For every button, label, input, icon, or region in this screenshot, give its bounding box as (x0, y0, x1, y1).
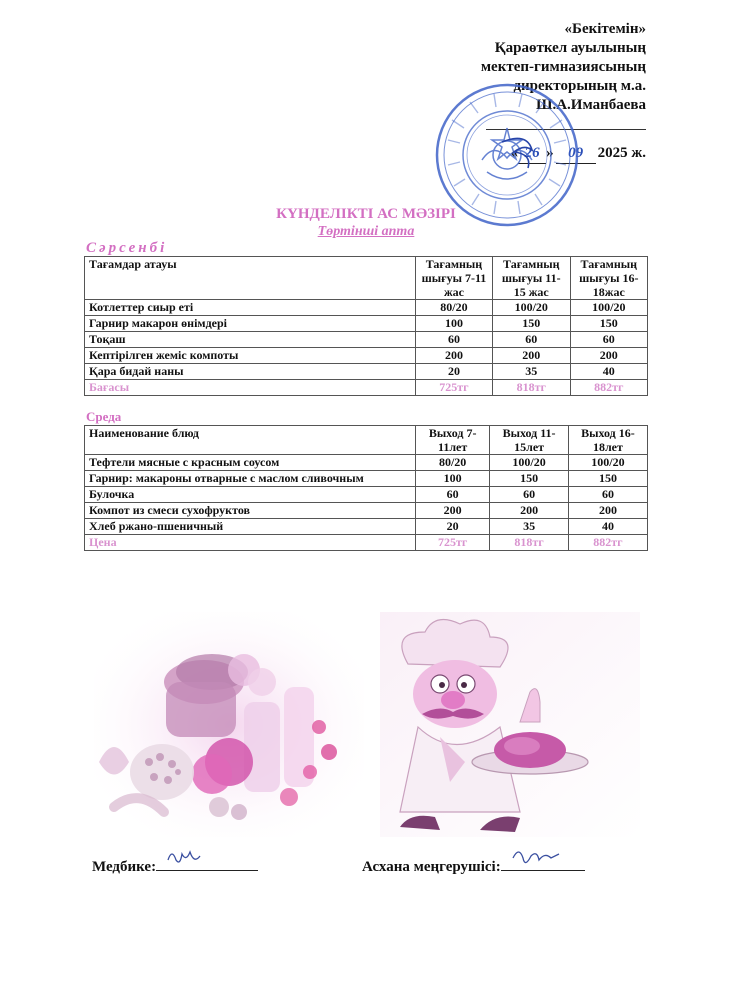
header-cell: Наименование блюд (85, 426, 416, 455)
table-row (85, 519, 648, 535)
price-cell: 882тг (568, 535, 647, 551)
approval-line: мектеп-гимназиясының (480, 59, 646, 75)
portion-cell: 150 (568, 471, 647, 487)
price-cell: 818тг (490, 535, 569, 551)
table-row (85, 316, 648, 332)
dish-name: Қара бидай наны (85, 364, 416, 380)
section-day-kz: Сәрсенбі (86, 240, 168, 256)
portion-cell: 200 (490, 503, 569, 519)
approval-line: Ш.А.Иманбаева (536, 97, 646, 113)
price-cell: 818тг (492, 380, 570, 396)
approval-line: Қараөткел ауылының (494, 40, 646, 56)
date-year: 2025 ж. (597, 145, 646, 161)
price-cell: 725тг (416, 380, 493, 396)
portion-cell: 80/20 (416, 300, 493, 316)
portion-cell: 20 (416, 364, 493, 380)
table-row (85, 455, 648, 471)
page-title: КҮНДЕЛІКТІ АС МӘЗІРІ (276, 206, 456, 222)
table-row (85, 364, 648, 380)
price-row (85, 380, 648, 396)
dish-name: Котлеттер сиыр еті (85, 300, 416, 316)
approval-date: « 26 » 09 2025 ж. (326, 144, 646, 164)
signature-scribble-icon (511, 846, 561, 868)
price-label: Цена (85, 535, 416, 551)
approval-line: директорының м.а. (513, 78, 646, 94)
portion-cell: 150 (490, 471, 569, 487)
portion-cell: 200 (416, 348, 493, 364)
approval-line: «Бекітемін» (564, 21, 646, 37)
menu-table-ru (84, 425, 648, 551)
page-subtitle: Төртінші апта (317, 224, 415, 239)
header-cell: Выход 11-15лет (490, 426, 569, 455)
portion-cell: 60 (570, 332, 647, 348)
section-day-ru: Среда (86, 409, 122, 424)
portion-cell: 100/20 (490, 455, 569, 471)
date-month: 09 (556, 144, 596, 164)
dish-name: Гарнир: макароны отварные с маслом сливочным (85, 471, 416, 487)
header-cell: Выход 16-18лет (568, 426, 647, 455)
portion-cell: 100 (416, 316, 493, 332)
table-row (85, 300, 648, 316)
portion-cell: 200 (416, 503, 490, 519)
table-header-row (85, 426, 648, 455)
portion-cell: 20 (416, 519, 490, 535)
header-cell: Тағамның шығуы 7-11 жас (416, 257, 493, 300)
portion-cell: 60 (568, 487, 647, 503)
portion-cell: 100 (416, 471, 490, 487)
footer-nurse (92, 856, 258, 876)
header-cell: Тағамдар атауы (85, 257, 416, 300)
portion-cell: 35 (492, 364, 570, 380)
header-cell: Тағамның шығуы 11-15 жас (492, 257, 570, 300)
price-cell: 725тг (416, 535, 490, 551)
table-row (85, 487, 648, 503)
portion-cell: 60 (416, 487, 490, 503)
chef-illustration (380, 612, 640, 837)
dish-name: Компот из смеси сухофруктов (85, 503, 416, 519)
portion-cell: 100/20 (570, 300, 647, 316)
dish-name: Кептірілген жеміс компоты (85, 348, 416, 364)
portion-cell: 40 (568, 519, 647, 535)
dish-name: Тефтели мясные с красным соусом (85, 455, 416, 471)
signature-scribble-icon (166, 846, 206, 868)
price-cell: 882тг (570, 380, 647, 396)
portion-cell: 40 (570, 364, 647, 380)
menu-table-kz (84, 256, 648, 396)
table-row (85, 471, 648, 487)
portion-cell: 60 (492, 332, 570, 348)
portion-cell: 100/20 (568, 455, 647, 471)
price-row (85, 535, 648, 551)
portion-cell: 200 (492, 348, 570, 364)
date-day: 26 (518, 144, 546, 164)
portion-cell: 60 (490, 487, 569, 503)
portion-cell: 150 (570, 316, 647, 332)
dish-name: Булочка (85, 487, 416, 503)
portion-cell: 150 (492, 316, 570, 332)
nurse-label: Медбике: (92, 859, 157, 875)
portion-cell: 80/20 (416, 455, 490, 471)
nurse-signature-line (156, 856, 258, 871)
kitchen-signature-line (501, 856, 585, 871)
footer-kitchen (362, 856, 585, 876)
portion-cell: 100/20 (492, 300, 570, 316)
price-label: Бағасы (85, 380, 416, 396)
food-collage-image (94, 612, 364, 837)
dish-name: Тоқаш (85, 332, 416, 348)
table-row (85, 348, 648, 364)
table-header-row (85, 257, 648, 300)
portion-cell: 60 (416, 332, 493, 348)
header-cell: Выход 7-11лет (416, 426, 490, 455)
kitchen-label: Асхана меңгерушісі: (362, 859, 501, 875)
portion-cell: 200 (570, 348, 647, 364)
table-row (85, 332, 648, 348)
table-row (85, 503, 648, 519)
portion-cell: 35 (490, 519, 569, 535)
portion-cell: 200 (568, 503, 647, 519)
dish-name: Хлеб ржано-пшеничный (85, 519, 416, 535)
header-cell: Тағамның шығуы 16-18жас (570, 257, 647, 300)
dish-name: Гарнир макарон өнімдері (85, 316, 416, 332)
